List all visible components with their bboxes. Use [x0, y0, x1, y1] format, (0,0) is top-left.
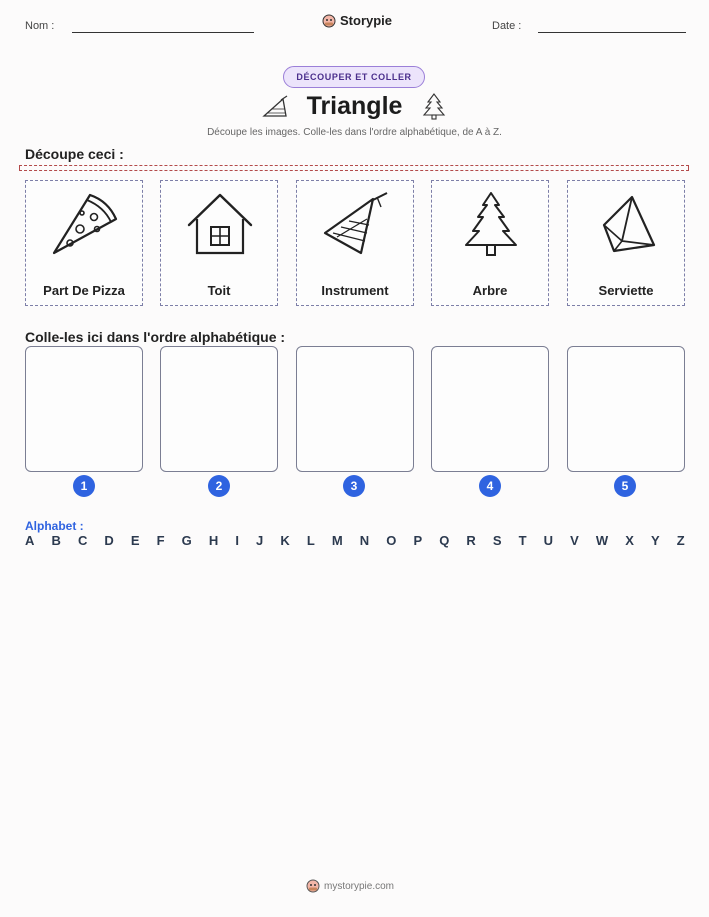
- storypie-mascot-icon: [322, 14, 336, 28]
- cut-card[interactable]: [567, 180, 685, 306]
- alphabet-letter: U: [543, 533, 554, 548]
- slot-number: 4: [479, 475, 501, 497]
- footer-url[interactable]: mystorypie.com: [324, 880, 395, 892]
- alphabet-letter: C: [77, 533, 88, 548]
- alphabet-letter: M: [331, 533, 343, 548]
- alphabet-letter: A: [25, 533, 35, 548]
- alphabet-letter: S: [492, 533, 502, 548]
- card-label: Serviette: [598, 283, 654, 298]
- alphabet-letter: I: [235, 533, 239, 548]
- alphabet-letter: H: [208, 533, 219, 548]
- page-title: Triangle: [306, 92, 403, 120]
- slot-number: 1: [73, 475, 95, 497]
- cut-card[interactable]: [160, 180, 278, 306]
- alphabet-letter: Y: [650, 533, 660, 548]
- paste-slot[interactable]: [160, 346, 278, 472]
- storypie-mascot-icon: [306, 879, 320, 893]
- alphabet-letter: Q: [439, 533, 450, 548]
- cut-card[interactable]: [296, 180, 414, 306]
- paste-slot[interactable]: [296, 346, 414, 472]
- name-label: Nom :: [25, 20, 55, 32]
- alphabet-letter: R: [466, 533, 476, 548]
- paste-slot[interactable]: [25, 346, 143, 472]
- date-line[interactable]: [538, 32, 686, 33]
- card-label: Instrument: [321, 283, 389, 298]
- folded-napkin-icon: [592, 189, 662, 259]
- alphabet-letter: V: [570, 533, 579, 548]
- alphabet-letter: N: [359, 533, 370, 548]
- instructions: Découpe les images. Colle-les dans l'ordre alphabétique, de A à Z.: [207, 127, 502, 138]
- slot-number: 5: [614, 475, 636, 497]
- cut-line: [19, 165, 689, 171]
- tree-icon: [421, 92, 447, 120]
- brand-logo: [322, 13, 392, 28]
- paste-slot[interactable]: [431, 346, 549, 472]
- alphabet-letter: O: [386, 533, 397, 548]
- alphabet-letter: W: [595, 533, 609, 548]
- name-line[interactable]: [72, 32, 254, 33]
- paste-heading: Colle-les ici dans l'ordre alphabétique :: [25, 329, 286, 345]
- cut-card[interactable]: [25, 180, 143, 306]
- pizza-slice-icon: [50, 189, 120, 259]
- brand-name: Storypie: [340, 13, 393, 28]
- triangle-instrument-icon: [321, 189, 391, 259]
- card-label: Arbre: [472, 283, 508, 298]
- alphabet-title: Alphabet :: [25, 519, 84, 533]
- card-label: Part De Pizza: [43, 283, 125, 298]
- alphabet-letter: P: [413, 533, 423, 548]
- tree-icon: [456, 189, 526, 259]
- alphabet-row: [25, 533, 685, 548]
- alphabet-letter: Z: [676, 533, 685, 548]
- alphabet-letter: F: [156, 533, 165, 548]
- alphabet-letter: T: [518, 533, 527, 548]
- alphabet-letter: J: [256, 533, 264, 548]
- date-label: Date :: [492, 20, 522, 32]
- alphabet-letter: G: [181, 533, 192, 548]
- footer: [306, 879, 394, 893]
- house-roof-icon: [185, 189, 255, 259]
- paste-slot[interactable]: [567, 346, 685, 472]
- alphabet-letter: X: [625, 533, 634, 548]
- card-label: Toit: [207, 283, 231, 298]
- alphabet-letter: L: [306, 533, 315, 548]
- cut-heading: Découpe ceci :: [25, 146, 124, 162]
- slot-number: 3: [343, 475, 365, 497]
- activity-badge: DÉCOUPER ET COLLER: [283, 66, 425, 88]
- slot-number: 2: [208, 475, 230, 497]
- alphabet-letter: B: [51, 533, 61, 548]
- cut-card[interactable]: [431, 180, 549, 306]
- alphabet-letter: K: [280, 533, 290, 548]
- alphabet-letter: E: [130, 533, 140, 548]
- alphabet-letter: D: [104, 533, 114, 548]
